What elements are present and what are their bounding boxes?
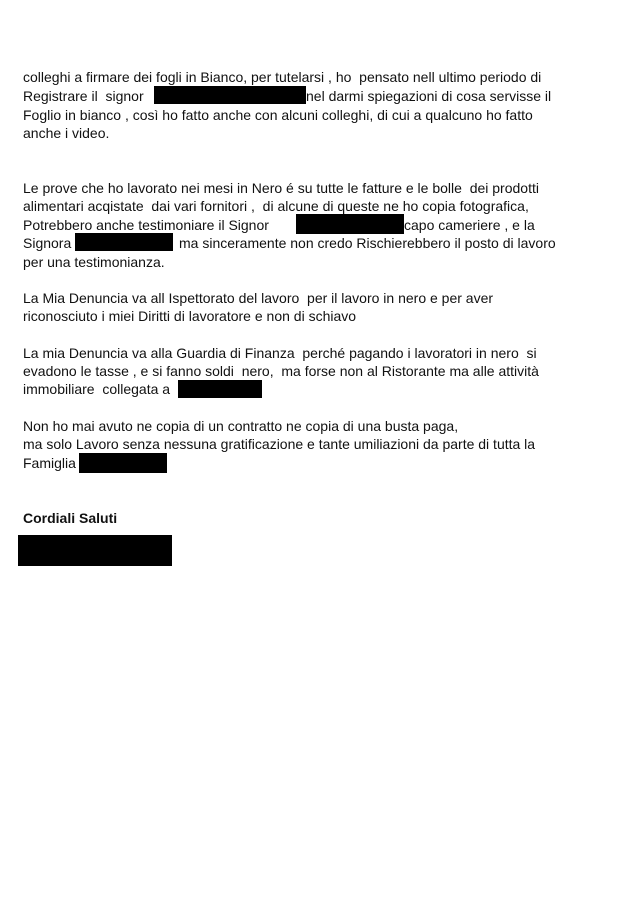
text-line: Le prove che ho lavorato nei mesi in Nero é su tutte le fatture e le bolle dei prodotti <box>23 180 539 196</box>
text-line: ma sinceramente non credo Rischierebbero il posto di lavoro <box>179 235 556 251</box>
text-line: La mia Denuncia va alla Guardia di Finanza perché pagando i lavoratori in nero si <box>23 345 537 361</box>
redaction-block <box>178 380 262 398</box>
text-line: Potrebbero anche testimoniare il Signor <box>23 217 269 233</box>
text-line: colleghi a firmare dei fogli in Bianco, per tutelarsi , ho pensato nell ultimo periodo di <box>23 69 542 85</box>
signature-redaction <box>18 535 172 566</box>
text-line: riconosciuto i miei Diritti di lavoratore e non di schiavo <box>23 308 357 324</box>
redaction-block <box>154 86 306 104</box>
text-line: nel darmi spiegazioni di cosa servisse il <box>306 88 552 104</box>
redaction-block <box>79 453 167 473</box>
text-line: anche i video. <box>23 125 110 141</box>
text-line: Registrare il signor <box>23 88 144 104</box>
text-line: per una testimonianza. <box>23 254 165 270</box>
redaction-block <box>75 233 173 251</box>
text-line: Signora <box>23 235 72 251</box>
text-line: alimentari acqistate dai vari fornitori , di alcune di queste ne ho copia fotografica, <box>23 198 529 214</box>
text-line: Famiglia <box>23 455 76 471</box>
text-line: La Mia Denuncia va all Ispettorato del lavoro per il lavoro in nero e per aver <box>23 290 494 306</box>
text-line: Foglio in bianco , così ho fatto anche con alcuni colleghi, di cui a qualcuno ho fatto <box>23 107 533 123</box>
redaction-block <box>296 214 404 234</box>
text-line: evadono le tasse , e si fanno soldi nero, ma forse non al Ristorante ma alle attività <box>23 363 539 379</box>
text-line: immobiliare collegata a <box>23 381 171 397</box>
text-line: ma solo Lavoro senza nessuna gratificazione e tante umiliazioni da parte di tutta la <box>23 436 536 452</box>
text-line: Non ho mai avuto ne copia di un contratto ne copia di una busta paga, <box>23 418 459 434</box>
closing-salutation: Cordiali Saluti <box>23 510 118 526</box>
text-line: capo cameriere , e la <box>404 217 535 233</box>
